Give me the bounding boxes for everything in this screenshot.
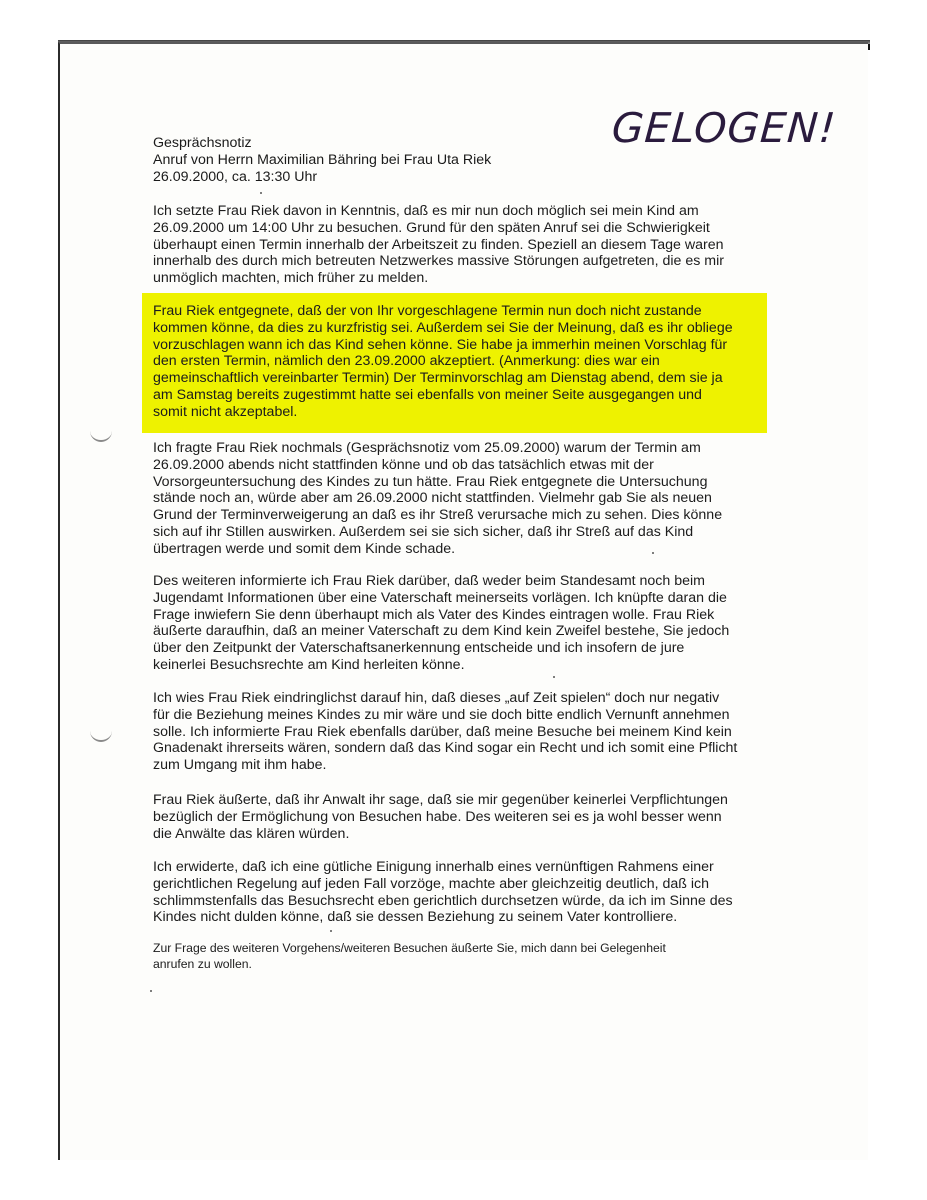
text-line: Ich setzte Frau Riek davon in Kenntnis, daß es mir nun doch möglich sei mein Kind am [153, 203, 699, 219]
text-line: vorzuschlagen wann ich das Kind sehen könne. Sie habe ja immerhin meinen Vorschlag für [153, 336, 728, 353]
scan-speck [330, 930, 332, 932]
text-line: Ich erwiderte, daß ich eine gütliche Einigung innerhalb eines vernünftigen Rahmens einer [153, 859, 714, 875]
text-line: äußerte daraufhin, daß an meiner Vaterschaft zu dem Kind kein Zweifel bestehe, Sie jedoch [153, 623, 730, 640]
scan-speck [260, 192, 262, 194]
text-line: sich auf ihr Stillen auswirken. Außerdem sei sie sich sicher, daß ihr Streß auf das Kind [153, 523, 694, 540]
text-line: innerhalb des durch mich betreuten Netzwerkes massive Störungen aufgetreten, die es mir [153, 253, 724, 270]
text-line: zum Umgang mit ihm habe. [153, 757, 327, 774]
paragraph-6 [153, 792, 765, 842]
text-line: Frau Riek äußerte, daß ihr Anwalt ihr sage, daß sie mir gegenüber keinerlei Verpflichtungen [153, 792, 728, 808]
text-line: stände noch an, würde aber am 26.09.2000 nicht stattfinden. Vielmehr gab Sie als neuen [153, 490, 712, 507]
text-line: Jugendamt Informationen über eine Vaterschaft meinerseits vorlägen. Ich knüpfte daran die [153, 589, 727, 606]
text-line: Frau Riek entgegnete, daß der von Ihr vorgeschlagene Termin nun doch nicht zustande [153, 303, 702, 319]
scan-speck [553, 676, 555, 678]
header-title: Gesprächsnotiz [153, 135, 252, 151]
text-line: übertragen werde und somit dem Kinde schade. [153, 540, 456, 557]
text-line: somit nicht akzeptabel. [153, 403, 298, 420]
text-line: solle. Ich informierte Frau Riek ebenfalls darüber, daß meine Besuche bei meinem Kind kein [153, 723, 732, 740]
text-line: Ich fragte Frau Riek nochmals (Gesprächsnotiz vom 25.09.2000) warum der Termin am [153, 440, 701, 456]
text-line: über den Zeitpunkt der Vaterschaftsanerkennung entscheide und ich insofern de jure [153, 640, 685, 657]
text-line: schlimmstenfalls das Besuchsrecht eben gerichtlich durchsetzen würde, da ich im Sinne des [153, 892, 733, 909]
text-line: gerichtlichen Regelung auf jeden Fall vorzöge, machte aber gleichzeitig deutlich, daß ich [153, 875, 710, 892]
text-line: Gnadenakt ihrerseits wären, sondern daß das Kind sogar ein Recht und ich somit eine Pflicht [153, 740, 738, 757]
text-line: für die Beziehung meines Kindes zu mir wäre und sie doch bitte endlich Vernunft annehmen [153, 706, 730, 723]
text-line: Ich wies Frau Riek eindringlichst darauf hin, daß dieses „auf Zeit spielen“ doch nur negativ [153, 690, 720, 706]
paragraph-3 [153, 440, 765, 558]
text-line: die Anwälte das klären würden. [153, 825, 350, 842]
text-line: Des weiteren informierte ich Frau Riek darüber, daß weder beim Standesamt noch beim [153, 573, 705, 589]
text-line: keinerlei Besuchsrechte am Kind herleiten könne. [153, 656, 465, 673]
text-line: Kindes nicht dulden könne, daß sie dessen Beziehung zu seinem Vater kontrolliere. [153, 909, 678, 926]
text-line: Frage inwiefern Sie denn überhaupt mich als Vater des Kindes eintragen wolle. Frau Riek [153, 606, 715, 623]
text-line: überhaupt einen Termin innerhalb der Arbeitszeit zu finden. Speziell an diesem Tage waren [153, 236, 724, 253]
text-line: Vorsorgeuntersuchung des Kindes zu tun hätte. Frau Riek entgegnete die Untersuchung [153, 473, 708, 490]
text-line: bezüglich der Ermöglichung von Besuchen habe. Des weiteren sei es ja wohl besser wenn [153, 808, 722, 825]
text-line: anrufen zu wollen. [153, 956, 252, 971]
header-date-time: 26.09.2000, ca. 13:30 Uhr [153, 169, 318, 185]
scan-speck [150, 990, 152, 992]
text-line: 26.09.2000 um 14:00 Uhr zu besuchen. Grund für den späten Anruf sei die Schwierigkeit [153, 219, 710, 236]
paragraph-closing [153, 941, 765, 972]
text-line: den ersten Termin, nämlich den 23.09.2000 akzeptiert. (Anmerkung: dies war ein [153, 353, 660, 370]
stamp-gelogen: GELOGEN! [610, 104, 838, 152]
text-line: unmöglich machten, mich früher zu melden. [153, 270, 429, 287]
text-line: 26.09.2000 abends nicht stattfinden könne und ob das tatsächlich etwas mit der [153, 456, 654, 473]
text-line: Zur Frage des weiteren Vorgehens/weiteren Besuchen äußerte Sie, mich dann bei Gelegenheit [153, 941, 666, 955]
header-call-info: Anruf von Herrn Maximilian Bähring bei Frau Uta Riek [153, 152, 492, 168]
text-line: gemeinschaftlich vereinbarter Termin) Der Terminvorschlag am Dienstag abend, dem sie ja [153, 370, 723, 387]
paragraph-4 [153, 573, 765, 674]
note-header [153, 135, 491, 186]
text-line: am Samstag bereits zugestimmt hatte sei ebenfalls von meiner Seite ausgegangen und [153, 386, 702, 403]
paragraph-5 [153, 690, 765, 774]
paragraph-7 [153, 859, 765, 926]
text-line: kommen könne, da dies zu kurzfristig sei. Außerdem sei Sie der Meinung, daß es ihr obliege [153, 319, 733, 336]
text-line: Grund der Terminverweigerung an daß es ihr Streß verursache mich zu sehen. Dies könne [153, 507, 723, 524]
paragraph-1 [153, 203, 765, 287]
paragraph-2-highlighted [153, 303, 765, 421]
